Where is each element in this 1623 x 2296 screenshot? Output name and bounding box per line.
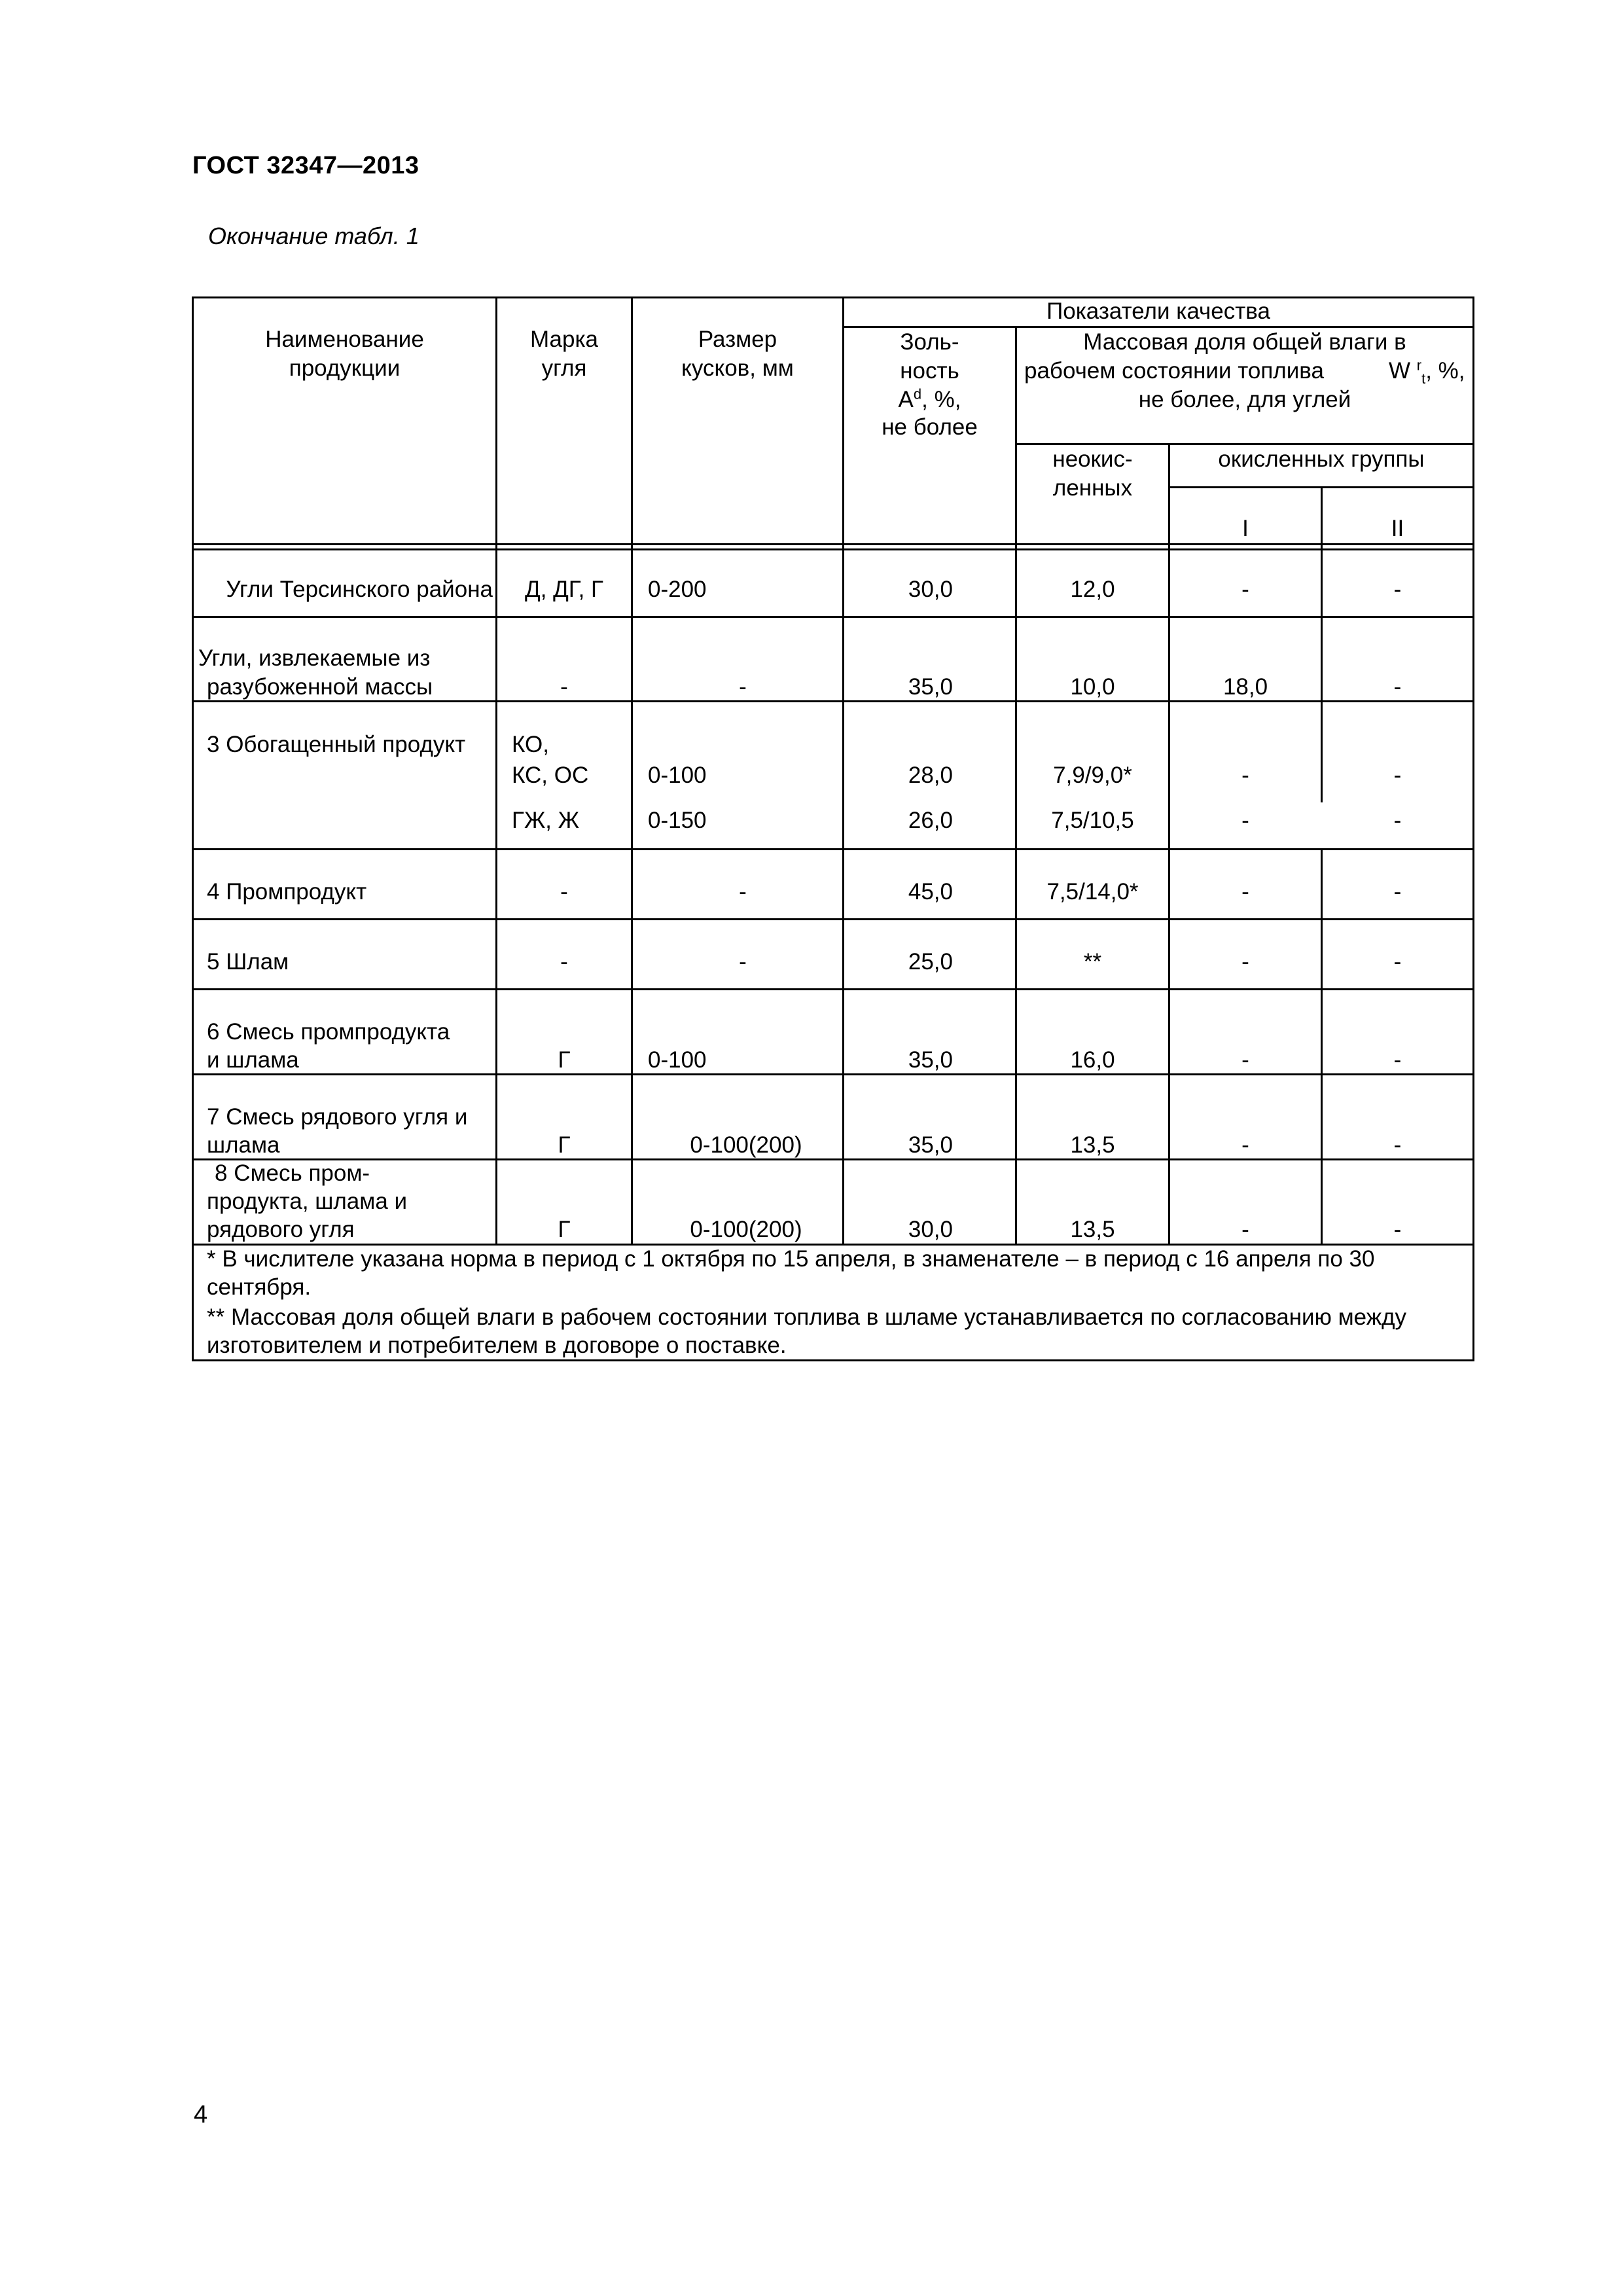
row-name: 5 Шлам (207, 949, 289, 975)
row-mark: Г (558, 1047, 571, 1073)
row-ash: 45,0 (908, 879, 953, 905)
row-size: - (739, 879, 747, 905)
row-name: 4 Промпродукт (207, 879, 367, 905)
row-name: Угли Терсинского района (226, 577, 493, 602)
row-nonoxidized: 7,5/14,0* (1046, 879, 1139, 905)
row-group-1: - (1241, 577, 1249, 602)
header-quality: Показатели качества (1046, 298, 1270, 324)
row-group-1: 18,0 (1222, 674, 1268, 700)
row-group-1: - (1241, 879, 1249, 905)
row-mark: Г (558, 1132, 571, 1158)
row-name: 3 Обогащенный продукт (207, 732, 466, 757)
row-nonoxidized: 12,0 (1070, 577, 1115, 602)
header-group-1: I (1242, 516, 1249, 541)
row-group-1: - (1241, 1132, 1249, 1158)
row-nonoxidized: 16,0 (1070, 1047, 1115, 1073)
row-group-1: - (1241, 949, 1249, 975)
row-ash: 35,0 (908, 1047, 953, 1073)
row-nonoxidized: 10,0 (1070, 674, 1115, 700)
row-mark: - (560, 674, 568, 700)
row-group-2: - (1393, 949, 1402, 975)
document-code: ГОСТ 32347—2013 (192, 152, 419, 179)
footnote-2: ** Массовая доля общей влаги в рабочем состоянии топлива в шламе устанавливается по согласованию между изготовителем и потребителем в договоре о поставке. (207, 1304, 1407, 1358)
row-group-2: - (1393, 1132, 1402, 1158)
header-oxidized: окисленных группы (1218, 446, 1425, 472)
footnote-1: * В числителе указана норма в период с 1 октября по 15 апреля, в знаменателе – в период с 16 апреля по 30 сентября. (207, 1246, 1375, 1300)
row-ash: 35,0 (908, 674, 953, 700)
header-group-2: II (1391, 516, 1404, 541)
row-mark: - (560, 949, 568, 975)
row-nonoxidized: ** (1083, 949, 1102, 975)
row-group-2: - (1393, 674, 1402, 700)
row-group-1: - (1241, 1217, 1249, 1242)
row-size: - (739, 674, 747, 700)
row-ash: 30,0 (908, 577, 953, 602)
table-caption: Окончание табл. 1 (208, 223, 419, 249)
row-group-2: - (1393, 1047, 1402, 1073)
page-number: 4 (194, 2101, 208, 2128)
row-group-1: - (1241, 1047, 1249, 1073)
row-nonoxidized: 13,5 (1070, 1132, 1115, 1158)
row-size: 0-200 (648, 577, 707, 602)
row-mark: Д, ДГ, Г (525, 577, 603, 602)
row-nonoxidized: 13,5 (1070, 1217, 1115, 1242)
row-ash: 30,0 (908, 1217, 953, 1242)
row-ash: 25,0 (908, 949, 953, 975)
row-group-2: - (1393, 577, 1402, 602)
row-group-2: - (1393, 1217, 1402, 1242)
row-mark: Г (558, 1217, 571, 1242)
row-size: 0-100(200) (690, 1132, 802, 1158)
row-group-2: - (1393, 879, 1402, 905)
row-ash: 35,0 (908, 1132, 953, 1158)
row-size: 0-100(200) (690, 1217, 802, 1242)
row-size: - (739, 949, 747, 975)
row-mark: - (560, 879, 568, 905)
row-size: 0-100 (648, 1047, 707, 1073)
